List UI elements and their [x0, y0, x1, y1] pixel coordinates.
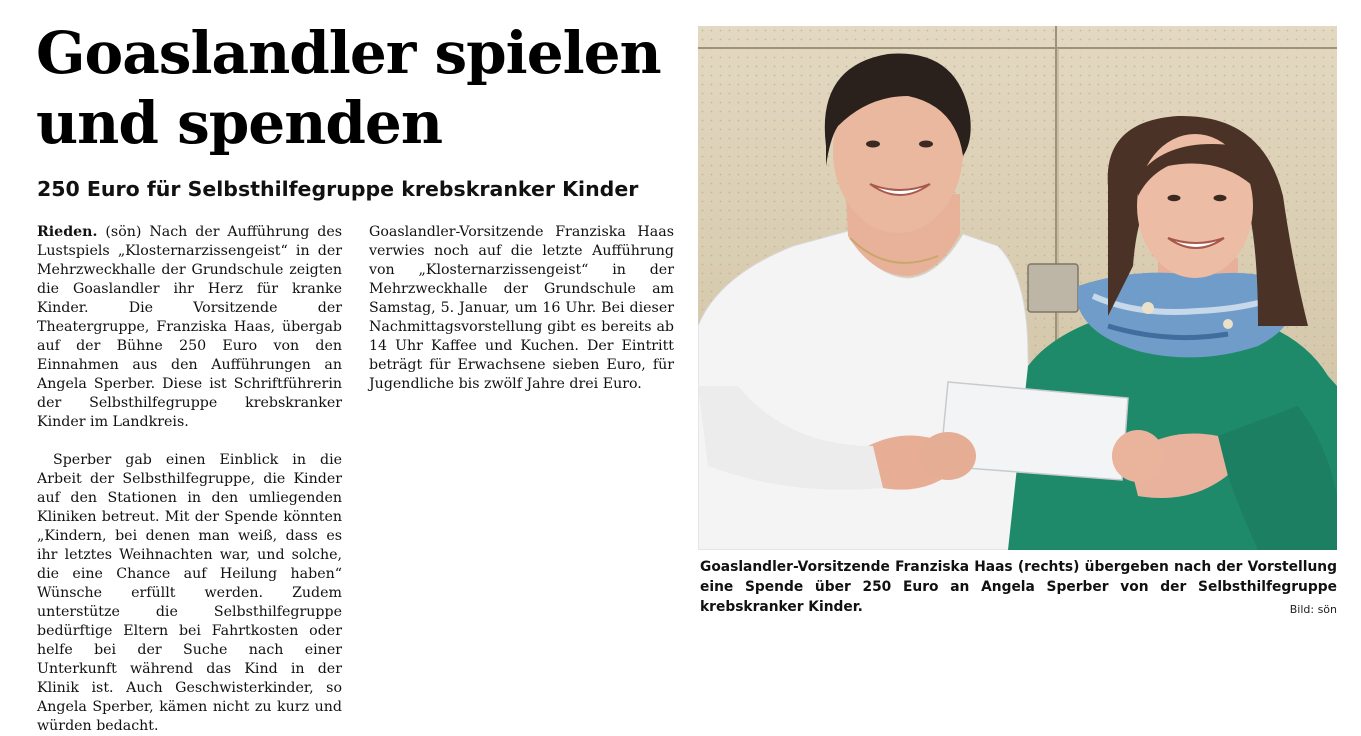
left-hand [920, 432, 976, 480]
photo-caption: Goaslandler-Vorsitzende Franziska Haas (rechts) übergeben nach der Vorstellung eine Spende über 250 Euro an Angela Sperber von der Selbsthilfegruppe krebskranker Kinder. [700, 559, 1337, 615]
headline [36, 18, 676, 158]
photo-illustration [698, 26, 1337, 550]
headline-line-1: Goaslandler spielen [36, 19, 661, 87]
right-hand [1112, 430, 1164, 482]
article-photo [698, 26, 1337, 550]
photo-credit: Bild: sön [1289, 603, 1337, 616]
subheadline: 250 Euro für Selbsthilfegruppe krebskranker Kinder [37, 177, 639, 201]
dateline: Rieden. [37, 224, 98, 240]
wall-socket [1028, 264, 1078, 312]
article-column-1 [37, 223, 342, 736]
paragraph-2: Sperber gab einen Einblick in die Arbeit der Selbsthilfegruppe, die Kinder auf den Stationen in den umliegenden Kliniken betreut. Mit der Spende könnten „Kindern, bei denen man weiß, dass es ihr letztes Weihnachten war, und solche, die eine Chance auf Heilung haben“ Wünsche erfüllt werden. Zudem unterstütze die Selbsthilfegruppe bedürftige Eltern bei Fahrtkosten oder helfe bei der Suche nach einer Unterkunft während das Kind in der Klinik ist. Auch Geschwisterkinder, so Angela Sperber, kämen nicht zu kurz und würden bedacht. [37, 452, 342, 734]
paragraph-1-text: (sön) Nach der Aufführung des Lustspiels „Klosternarzissengeist“ in der Mehrzweckhalle der Grundschule zeigten die Goaslandler ihr Herz für kranke Kinder. Die Vorsitzende der Theatergruppe, Franziska Haas, übergab auf der Bühne 250 Euro von den Einnahmen aus den Aufführungen an Angela Sperber. Diese ist Schriftführerin der Selbsthilfegruppe krebskranker Kinder im Landkreis. [37, 224, 343, 430]
article-column-2 [369, 223, 674, 394]
headline-line-2: und spenden [36, 89, 442, 157]
paragraph-3: Goaslandler-Vorsitzende Franziska Haas verwies noch auf die letzte Aufführung von „Klosternarzissengeist“ in der Mehrzweckhalle der Grundschule am Samstag, 5. Januar, um 16 Uhr. Bei dieser Nachmittagsvorstellung gibt es bereits ab 14 Uhr Kaffee und Kuchen. Der Eintritt beträgt für Erwachsene sieben Euro, für Jugendliche bis zwölf Jahre drei Euro. [369, 224, 674, 392]
paragraph-1 [37, 223, 342, 432]
